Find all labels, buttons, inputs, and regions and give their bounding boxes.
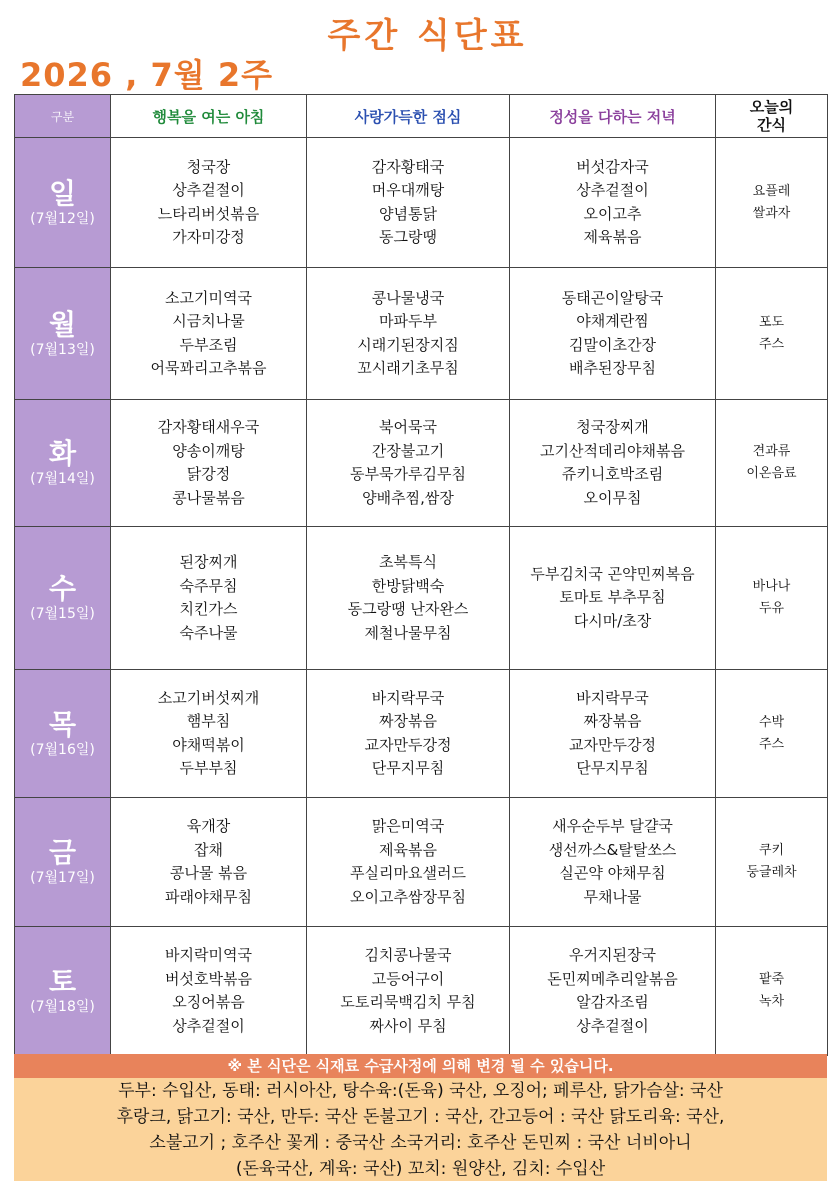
snack-item: 쿠키 xyxy=(758,843,785,858)
snack-cell xyxy=(716,527,828,670)
breakfast-item: 야채떡볶이 xyxy=(172,735,245,754)
day-date: (7월17일) xyxy=(30,870,95,886)
dinner-item: 짜장볶음 xyxy=(583,712,642,730)
dinner-item: 교자만두강정 xyxy=(569,735,656,754)
breakfast-item: 청국장 xyxy=(186,157,231,176)
snack-cell xyxy=(716,927,828,1056)
breakfast-cell xyxy=(111,400,307,527)
lunch-item: 김치콩나물국 xyxy=(364,946,452,964)
breakfast-item: 콩나물볶음 xyxy=(172,488,245,507)
dinner-item: 상추겉절이 xyxy=(576,181,649,199)
snack-item: 둥글레차 xyxy=(746,865,797,880)
dinner-item: 두부김치국 곤약민찌복음 xyxy=(530,564,695,583)
snack-cell xyxy=(716,670,828,798)
lunch-item: 제육볶음 xyxy=(379,840,437,859)
dinner-item: 다시마/초장 xyxy=(573,611,652,630)
dinner-item: 동태곤이알탕국 xyxy=(561,288,664,307)
origin-line: (돈육국산, 계육: 국산) 꼬치: 원양산, 김치: 수입산 xyxy=(235,1159,606,1179)
lunch-item: 시래기된장지짐 xyxy=(357,335,459,354)
day-row xyxy=(15,138,828,268)
lunch-item: 북어묵국 xyxy=(379,418,437,436)
lunch-item: 교자만두강정 xyxy=(364,735,452,754)
lunch-item: 단무지무침 xyxy=(371,759,445,777)
dinner-item: 바지락무국 xyxy=(576,688,649,707)
lunch-item: 머우대깨탕 xyxy=(371,181,445,199)
menu-body xyxy=(15,138,828,1056)
snack-cell xyxy=(716,400,828,527)
dinner-item: 생선까스&탈탈쏘스 xyxy=(548,840,677,859)
breakfast-item: 시금치나물 xyxy=(172,312,245,330)
breakfast-cell xyxy=(111,138,307,268)
origin-line: 두부: 수입산, 동태: 러시아산, 탕수육:(돈육) 국산, 오징어; 페루산, 닭가슴살: 국산 xyxy=(118,1081,723,1101)
snack-item: 요플레 xyxy=(752,183,791,199)
lunch-item: 양배추찜,쌈장 xyxy=(362,488,454,507)
day-date: (7월18일) xyxy=(30,999,95,1015)
breakfast-item: 숙주무침 xyxy=(179,576,238,595)
snack-item: 포도 xyxy=(758,314,785,330)
dinner-item: 제육볶음 xyxy=(583,228,642,246)
dinner-item: 오이무침 xyxy=(583,488,642,507)
snack-item: 두유 xyxy=(758,601,785,616)
breakfast-item: 닭강정 xyxy=(186,465,231,483)
breakfast-item: 가자미강정 xyxy=(172,228,245,246)
day-date: (7월14일) xyxy=(30,471,95,487)
lunch-item: 간장불고기 xyxy=(371,441,445,460)
lunch-item: 푸실리마요샐러드 xyxy=(350,864,466,882)
snack-item: 이온음료 xyxy=(746,466,797,481)
dinner-item: 우거지된장국 xyxy=(569,946,656,964)
breakfast-item: 두부조림 xyxy=(179,335,238,354)
breakfast-item: 감자황태새우국 xyxy=(157,418,260,436)
dinner-item: 상추겉절이 xyxy=(576,1016,649,1035)
dinner-item: 무채나물 xyxy=(583,887,642,906)
dinner-item: 오이고추 xyxy=(583,204,642,223)
day-cell xyxy=(15,138,111,268)
lunch-item: 동그랑땡 xyxy=(379,228,437,246)
day-row xyxy=(15,400,828,527)
day-row xyxy=(15,670,828,798)
day-cell xyxy=(15,268,111,400)
breakfast-cell xyxy=(111,527,307,670)
header-snack xyxy=(716,95,828,138)
breakfast-item: 어묵꽈리고추볶음 xyxy=(150,359,267,377)
breakfast-item: 바지락미역국 xyxy=(165,946,252,964)
dinner-item: 새우순두부 달걀국 xyxy=(552,817,673,835)
lunch-item: 마파두부 xyxy=(379,312,437,330)
snack-item: 수박 xyxy=(758,714,785,730)
breakfast-item: 숙주나물 xyxy=(179,623,238,642)
dinner-item: 배추된장무침 xyxy=(569,359,656,377)
lunch-item: 맑은미역국 xyxy=(371,817,445,835)
snack-cell xyxy=(716,798,828,927)
header-dinner: 정성을 다하는 저녁 xyxy=(510,95,716,138)
day-date: (7월15일) xyxy=(30,606,95,622)
day-name: 금 xyxy=(48,836,77,869)
breakfast-item: 된장찌개 xyxy=(179,553,238,571)
lunch-item: 짜사이 무침 xyxy=(369,1016,447,1035)
lunch-item: 꼬시래기초무침 xyxy=(357,359,459,377)
dinner-item: 김말이초간장 xyxy=(569,335,656,354)
lunch-item: 동부묵가루김무침 xyxy=(350,465,466,483)
breakfast-item: 잡채 xyxy=(194,840,223,859)
dinner-cell xyxy=(510,138,716,268)
lunch-item: 바지락무국 xyxy=(371,688,445,707)
dinner-cell xyxy=(510,798,716,927)
lunch-item: 콩나물냉국 xyxy=(371,288,445,307)
snack-item: 쌀과자 xyxy=(752,205,791,221)
breakfast-item: 상추겉절이 xyxy=(172,1016,245,1035)
lunch-cell xyxy=(307,927,510,1056)
snack-item: 견과류 xyxy=(752,444,791,459)
header-lunch: 사랑가득한 점심 xyxy=(307,95,510,138)
lunch-item: 초복특식 xyxy=(379,553,437,571)
lunch-cell xyxy=(307,400,510,527)
lunch-item: 제철나물무침 xyxy=(364,623,452,642)
lunch-item: 오이고추쌈장무침 xyxy=(350,887,466,906)
dinner-cell xyxy=(510,927,716,1056)
dinner-cell xyxy=(510,527,716,670)
dinner-item: 버섯감자국 xyxy=(576,157,649,176)
breakfast-item: 오징어볶음 xyxy=(172,993,245,1011)
day-name: 일 xyxy=(48,176,77,210)
header-row xyxy=(15,95,828,138)
dinner-cell xyxy=(510,670,716,798)
day-cell xyxy=(15,400,111,527)
lunch-item: 동그랑땡 난자완스 xyxy=(347,600,469,618)
dinner-item: 돈민찌메추리알볶음 xyxy=(547,969,678,988)
day-date: (7월16일) xyxy=(30,741,95,758)
lunch-item: 양념통닭 xyxy=(379,204,437,223)
week-label: 2026 , 7월 2주 xyxy=(20,56,273,94)
day-row xyxy=(15,798,828,927)
snack-item: 녹차 xyxy=(758,994,785,1009)
origin-line: 후랑크, 닭고기: 국산, 만두: 국산 돈불고기 : 국산, 간고등어 : 국산 닭도리육: 국산, xyxy=(116,1107,725,1127)
breakfast-item: 파래야채무침 xyxy=(165,887,252,906)
header-gubun: 구분 xyxy=(15,95,111,138)
breakfast-item: 소고기버섯찌개 xyxy=(157,688,260,707)
snack-cell xyxy=(716,138,828,268)
lunch-cell xyxy=(307,268,510,400)
breakfast-item: 육개장 xyxy=(186,817,231,835)
day-name: 화 xyxy=(48,437,77,470)
lunch-item: 짜장볶음 xyxy=(379,712,437,730)
lunch-item: 한방닭백숙 xyxy=(371,576,445,595)
breakfast-item: 버섯호박볶음 xyxy=(165,969,252,988)
dinner-item: 야채계란찜 xyxy=(576,312,649,330)
breakfast-cell xyxy=(111,798,307,927)
origin-line: 소불고기 ; 호주산 꽃게 : 중국산 소국거리: 호주산 돈민찌 : 국산 너비아니 xyxy=(149,1133,692,1153)
breakfast-cell xyxy=(111,670,307,798)
day-cell xyxy=(15,527,111,670)
breakfast-item: 느타리버섯볶음 xyxy=(157,204,260,223)
day-name: 토 xyxy=(48,965,77,998)
lunch-item: 감자황태국 xyxy=(371,157,445,176)
dinner-item: 고기산적데리야채볶음 xyxy=(540,441,685,460)
snack-item: 주스 xyxy=(758,336,785,352)
snack-item: 팥죽 xyxy=(758,972,785,987)
menu-table xyxy=(14,94,828,1056)
breakfast-item: 햄부침 xyxy=(186,712,231,730)
day-cell xyxy=(15,927,111,1056)
dinner-item: 쥬키니호박조림 xyxy=(561,465,664,483)
header-snack-line1: 오늘의 xyxy=(749,98,794,116)
breakfast-item: 콩나물 볶음 xyxy=(169,864,248,882)
day-cell xyxy=(15,670,111,798)
header-breakfast: 행복을 여는 아침 xyxy=(111,95,307,138)
breakfast-cell xyxy=(111,927,307,1056)
lunch-cell xyxy=(307,527,510,670)
breakfast-item: 양송이깨탕 xyxy=(172,441,245,460)
dinner-cell xyxy=(510,400,716,527)
snack-cell xyxy=(716,268,828,400)
breakfast-item: 상추겉절이 xyxy=(172,181,245,199)
snack-item: 바나나 xyxy=(752,579,791,594)
page-title: 주간 식단표 xyxy=(327,16,528,56)
notice-banner: ※ 본 식단은 식재료 수급사정에 의해 변경 될 수 있습니다. xyxy=(14,1054,827,1078)
day-name: 월 xyxy=(48,307,77,341)
lunch-cell xyxy=(307,798,510,927)
day-name: 수 xyxy=(48,572,77,605)
lunch-cell xyxy=(307,670,510,798)
lunch-item: 고등어구이 xyxy=(371,969,445,988)
lunch-cell xyxy=(307,138,510,268)
breakfast-item: 치킨가스 xyxy=(179,600,238,618)
dinner-item: 실곤약 야채무침 xyxy=(559,864,666,882)
snack-item: 주스 xyxy=(758,736,785,752)
header-snack-line2: 간식 xyxy=(757,116,786,134)
day-cell xyxy=(15,798,111,927)
day-row xyxy=(15,927,828,1056)
dinner-item: 청국장찌개 xyxy=(576,418,649,436)
day-row xyxy=(15,268,828,400)
dinner-item: 알감자조림 xyxy=(576,993,649,1011)
day-date: (7월12일) xyxy=(30,210,95,227)
dinner-item: 단무지무침 xyxy=(576,759,649,777)
day-date: (7월13일) xyxy=(30,341,95,358)
day-row xyxy=(15,527,828,670)
day-name: 목 xyxy=(48,707,77,741)
origin-info xyxy=(14,1078,827,1181)
breakfast-item: 소고기미역국 xyxy=(165,288,252,307)
dinner-item: 토마토 부추무침 xyxy=(559,588,666,607)
breakfast-cell xyxy=(111,268,307,400)
dinner-cell xyxy=(510,268,716,400)
lunch-item: 도토리묵백김치 무침 xyxy=(340,993,476,1011)
breakfast-item: 두부부침 xyxy=(179,759,238,777)
